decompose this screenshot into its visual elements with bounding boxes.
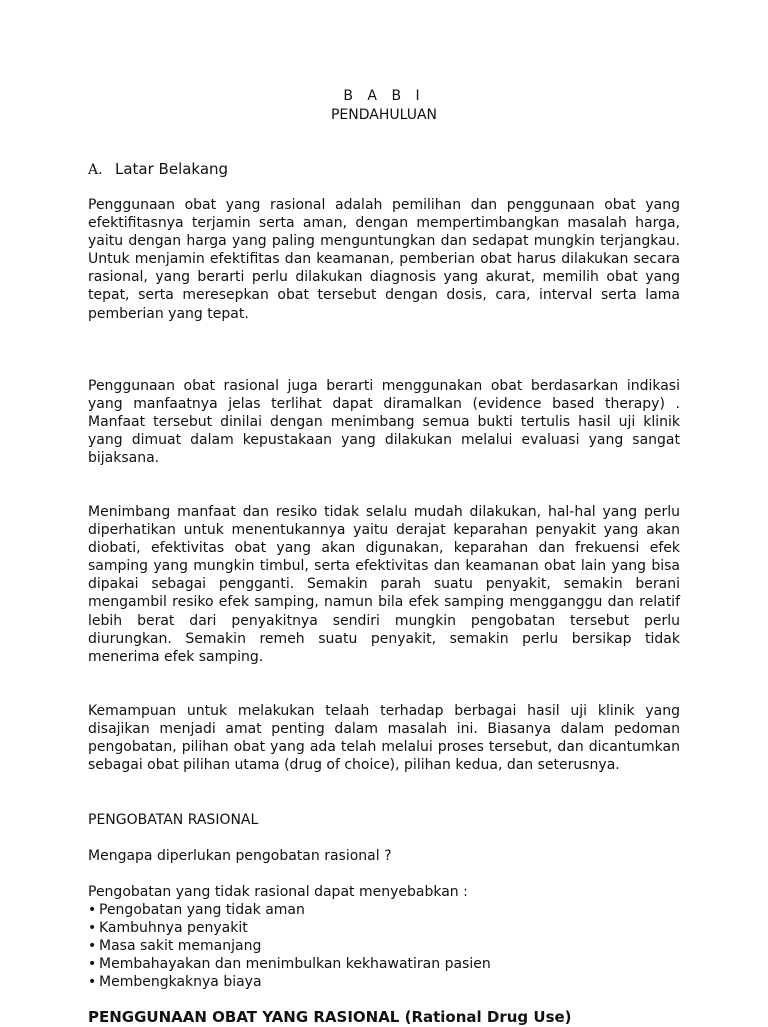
bottom-heading: PENGGUNAAN OBAT YANG RASIONAL (Rational Drug Use) [88, 1008, 572, 1026]
paragraph-evidence-based: Penggunaan obat rasional juga berarti menggunakan obat berdasarkan indikasi yang manfaatnya jelas terlihat dapat diramalkan (evidence based therapy) . Manfaat tersebut dinilai dengan menimbang semua bukti tertulis hasil uji klinik yang dimuat dalam kepustakaan yang dilakukan melalui evaluasi yang sangat bijaksana. [88, 378, 680, 467]
causes-intro: Pengobatan yang tidak rasional dapat menyebabkan : [88, 884, 468, 900]
bullet-icon: • [88, 938, 97, 954]
section-heading [88, 159, 228, 180]
chapter-title: PENDAHULUAN [330, 107, 438, 123]
bullet-icon: • [88, 956, 97, 972]
list-item [88, 919, 491, 937]
bullet-icon: • [88, 974, 97, 990]
paragraph-clinical-trial-review: Kemampuan untuk melakukan telaah terhadap berbagai hasil uji klinik yang disajikan menjadi amat penting dalam masalah ini. Biasanya dalam pedoman pengobatan, pilihan obat yang ada telah melalui proses tersebut, dan dicantumkan sebagai obat pilihan utama (drug of choice), pilihan kedua, dan seterusnya. [88, 703, 680, 774]
list-item-text: Kambuhnya penyakit [99, 920, 248, 936]
bullet-icon: • [88, 920, 97, 936]
paragraph-rational-use-definition: Penggunaan obat yang rasional adalah pemilihan dan penggunaan obat yang efektifitasnya terjamin serta aman, dengan mempertimbangkan masalah harga, yaitu dengan harga yang paling menguntungkan dan sedapat mungkin terjangkau. Untuk menjamin efektifitas dan keamanan, pemberian obat harus dilakukan secara rasional, yang berarti perlu dilakukan diagnosis yang akurat, memilih obat yang tepat, serta meresepkan obat tersebut dengan dosis, cara, interval serta lama pemberian yang tepat. [88, 197, 680, 322]
question: Mengapa diperlukan pengobatan rasional ? [88, 848, 392, 864]
list-item [88, 973, 491, 991]
list-item-text: Masa sakit memanjang [99, 938, 262, 954]
section-title: Latar Belakang [115, 160, 229, 178]
section-letter: A. [88, 162, 103, 178]
paragraph-benefit-risk: Menimbang manfaat dan resiko tidak selalu mudah dilakukan, hal-hal yang perlu diperhatikan untuk menentukannya yaitu derajat keparahan penyakit yang akan diobati, efektivitas obat yang akan digunakan, keparahan dan frekuensi efek samping yang mungkin timbul, serta efektivitas dan keamanan obat lain yang bisa dipakai sebagai pengganti. Semakin parah suatu penyakit, semakin berani mengambil resiko efek samping, namun bila efek samping mengganggu dan relatif lebih berat dari penyakitnya sendiri mungkin pengobatan tersebut perlu diurungkan. Semakin remeh suatu penyakit, semakin perlu bersikap tidak menerima efek samping. [88, 504, 680, 665]
list-item [88, 901, 491, 919]
chapter-label: B A B I [343, 88, 425, 104]
subheading: PENGOBATAN RASIONAL [88, 812, 259, 828]
list-item [88, 937, 491, 955]
list-item [88, 955, 491, 973]
causes-list [88, 901, 491, 991]
bullet-icon: • [88, 902, 97, 918]
list-item-text: Membahayakan dan menimbulkan kekhawatiran pasien [99, 956, 491, 972]
list-item-text: Pengobatan yang tidak aman [99, 902, 305, 918]
list-item-text: Membengkaknya biaya [99, 974, 262, 990]
